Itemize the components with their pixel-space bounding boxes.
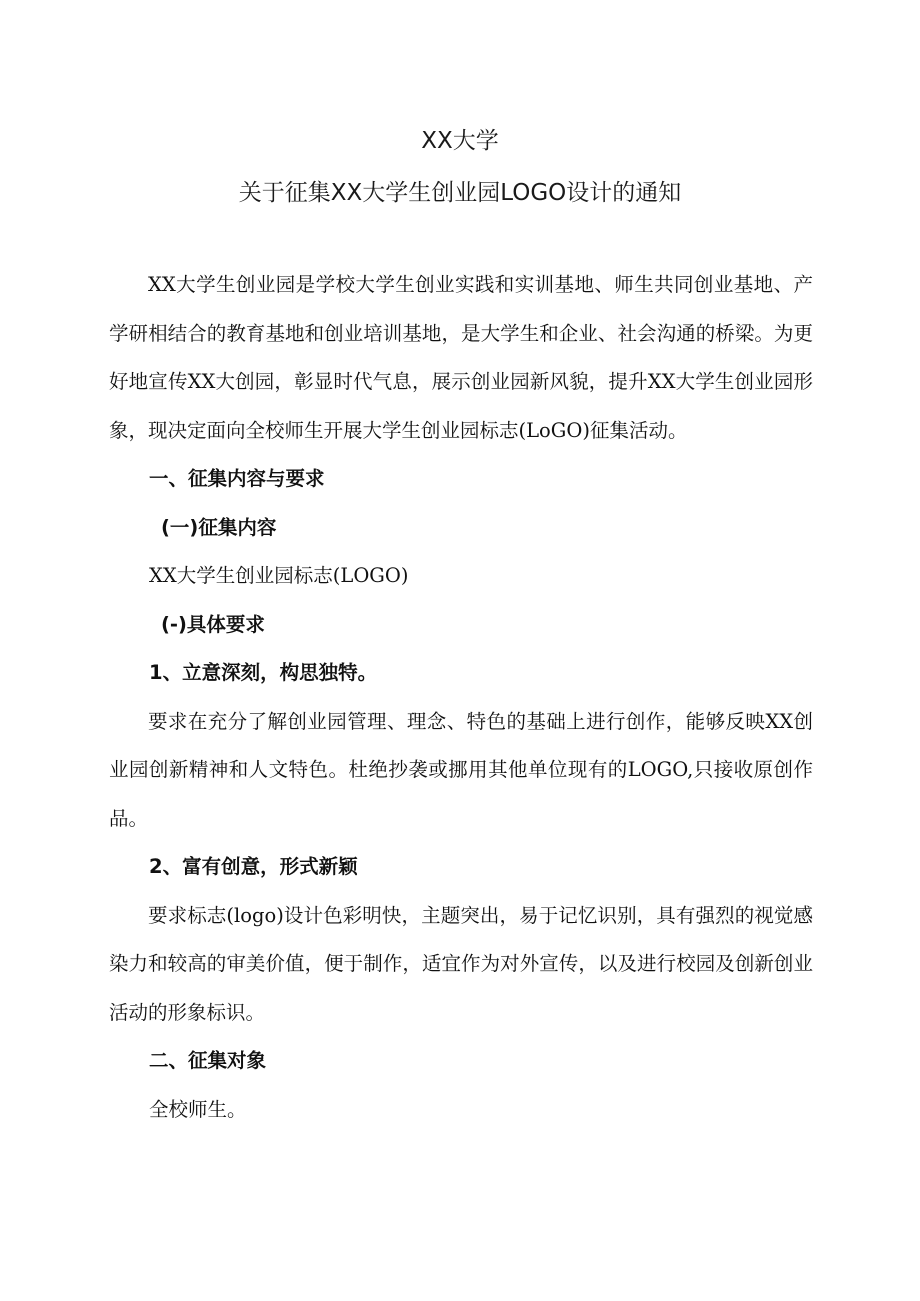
subsection-content-text: XX大学生创业园标志(LOGO)	[149, 564, 409, 587]
document-header	[0, 118, 920, 216]
document-title: XX大学	[421, 128, 499, 154]
document-subtitle: 关于征集XX大学生创业园LOGO设计的通知	[238, 180, 682, 206]
requirement-1-heading: 1、立意深刻，构思独特。	[149, 661, 378, 684]
requirement-2-paragraph: 要求标志(logo)设计色彩明快，主题突出，易于记忆识别，具有强烈的视觉感染力和较高的审美价值，便于制作，适宜作为对外宣传，以及进行校园及创新创业活动的形象标识。	[109, 903, 813, 1024]
subsection-heading-requirements: (-)具体要求	[161, 612, 265, 636]
section-target-text: 全校师生。	[149, 1097, 247, 1121]
intro-paragraph: XX大学生创业园是学校大学生创业实践和实训基地、师生共同创业基地、产学研相结合的教育基地和创业培训基地，是大学生和企业、社会沟通的桥梁。为更好地宣传XX大创园，彰显时代气息，展示创业园新风貌，提升XX大学生创业园形象，现决定面向全校师生开展大学生创业园标志(LoGO)征集活动。	[109, 273, 813, 442]
section-heading-target: 二、征集对象	[149, 1049, 267, 1072]
requirement-2-heading: 2、富有创意，形式新颖	[149, 855, 358, 878]
section-heading-content-requirements: 一、征集内容与要求	[149, 467, 325, 490]
requirement-1-paragraph: 要求在充分了解创业园管理、理念、特色的基础上进行创作，能够反映XX创业园创新精神和人文特色。杜绝抄袭或挪用其他单位现有的LOGO,只接收原创作品。	[109, 709, 813, 830]
document-body	[109, 261, 813, 1134]
subsection-heading-content: (一)征集内容	[161, 515, 277, 539]
